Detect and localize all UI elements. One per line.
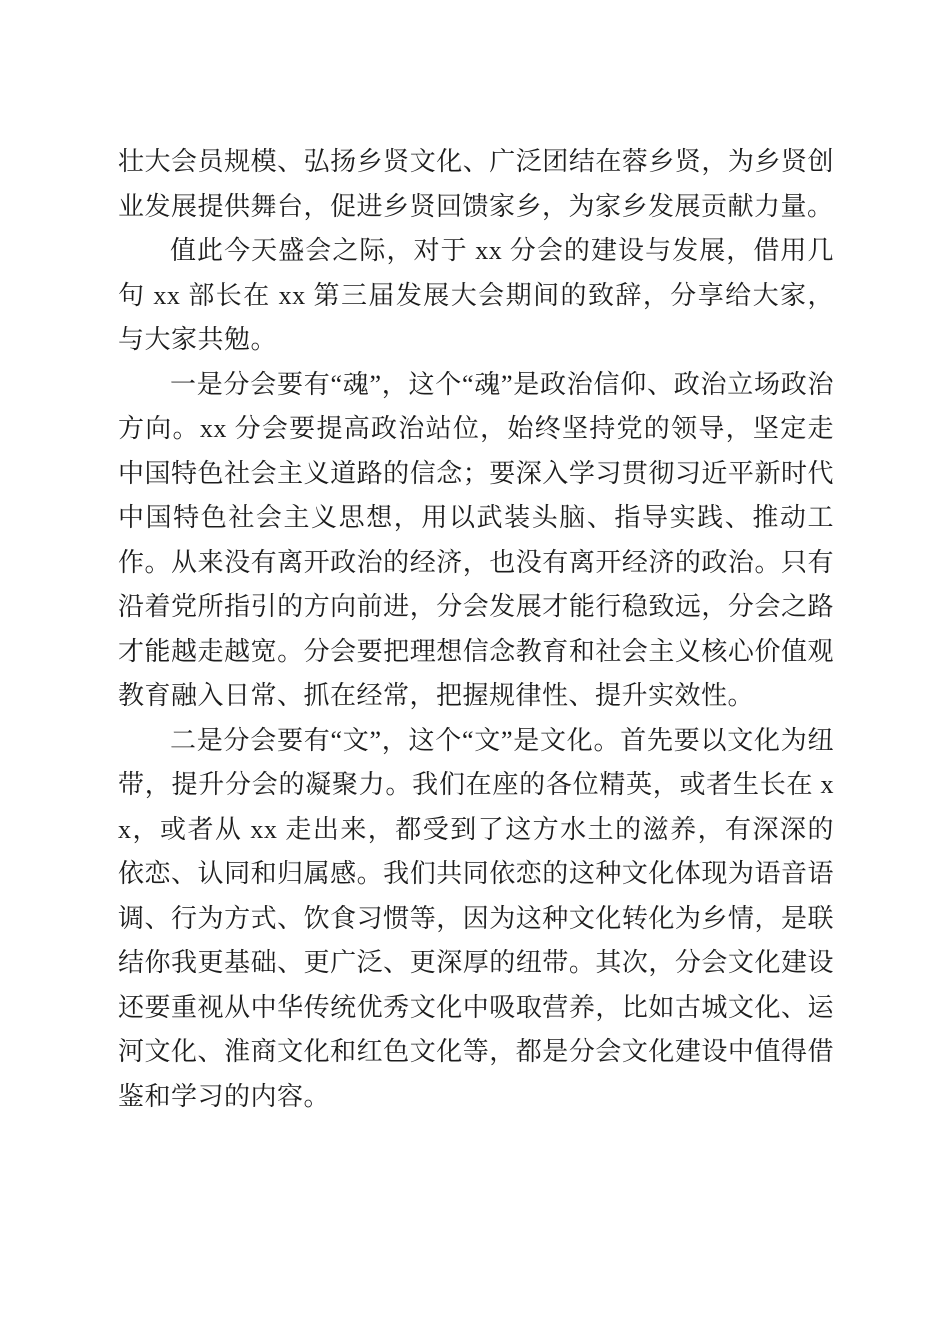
paragraph-point-one-soul: 一是分会要有“魂”，这个“魂”是政治信仰、政治立场政治方向。xx 分会要提高政治站位，始终坚持党的领导，坚定走中国特色社会主义道路的信念；要深入学习贯彻习近平新时代中国特色社会主义思想，用以武装头脑、指导实践、推动工作。从来没有离开政治的经济，也没有离开经济的政治。只有沿着党所指引的方向前进，分会发展才能行稳致远，分会之路才能越走越宽。分会要把理想信念教育和社会主义核心价值观教育融入日常、抓在经常，把握规律性、提升实效性。	[118, 369, 834, 710]
paragraph-opening-remarks: 值此今天盛会之际，对于 xx 分会的建设与发展，借用几句 xx 部长在 xx 第三届发展大会期间的致辞，分享给大家，与大家共勉。	[118, 236, 834, 354]
paragraph-point-two-culture: 二是分会要有“文”，这个“文”是文化。首先要以文化为纽带，提升分会的凝聚力。我们在座的各位精英，或者生长在 xx，或者从 xx 走出来，都受到了这方水土的滋养，有深深的依恋、认同和归属感。我们共同依恋的这种文化体现为语音语调、行为方式、饮食习惯等，因为这种文化转化为乡情，是联结你我更基础、更广泛、更深厚的纽带。其次，分会文化建设还要重视从中华传统优秀文化中吸取营养，比如古城文化、运河文化、淮商文化和红色文化等，都是分会文化建设中值得借鉴和学习的内容。	[118, 725, 834, 1111]
paragraph-continuation: 壮大会员规模、弘扬乡贤文化、广泛团结在蓉乡贤，为乡贤创业发展提供舞台，促进乡贤回馈家乡，为家乡发展贡献力量。	[118, 147, 834, 221]
document-body	[118, 140, 834, 1119]
